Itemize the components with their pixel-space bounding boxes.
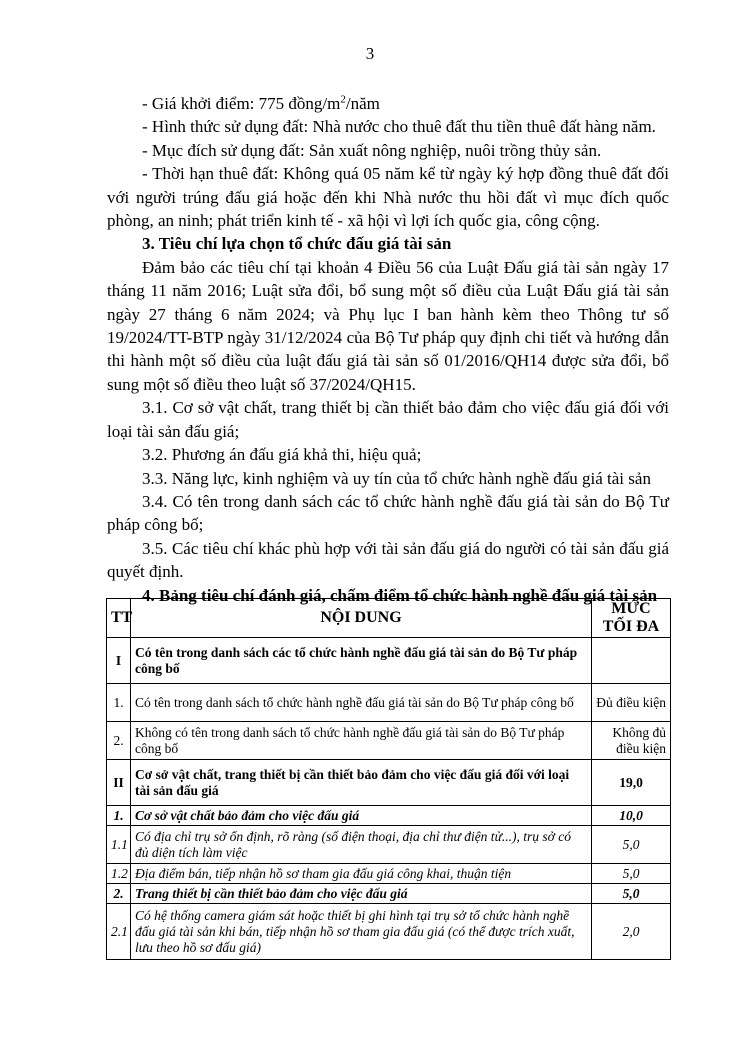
table-row [107,904,671,960]
table-row [107,806,671,826]
criterion-3-5: 3.5. Các tiêu chí khác phù hợp với tài sản đấu giá do người có tài sản đấu giá quyết định. [107,538,669,582]
row-score: 5,0 [592,864,671,884]
row-content: Có hệ thống camera giám sát hoặc thiết bị ghi hình tại trụ sở tổ chức hành nghề đấu giá tài sản khi bán, tiếp nhận hồ sơ tham gia đấu giá (có thể được trích xuất, lưu theo hồ sơ đấu giá) [131,904,592,960]
scoring-criteria-table [106,598,671,960]
row-tt: 2. [107,722,131,760]
paragraph-starting-price [107,92,669,115]
criterion-3-4: 3.4. Có tên trong danh sách các tổ chức hành nghề đấu giá tài sản do Bộ Tư pháp công bố; [107,491,669,535]
paragraph-legal-basis: Đảm bảo các tiêu chí tại khoản 4 Điều 56 của Luật Đấu giá tài sản ngày 17 tháng 11 năm 2016; Luật sửa đổi, bổ sung một số điều của Luật Đấu giá tài sản ngày 27 tháng 6 năm 2024; và Phụ lục I ban hành kèm theo Thông tư số 19/2024/TT-BTP ngày 31/12/2024 của Bộ Tư pháp quy định chi tiết và hướng dẫn thi hành một số điều của luật đấu giá tài sản số 01/2016/QH14 được sửa đổi, bổ sung một số điều theo luật số 37/2024/QH15. [107,257,669,394]
criterion-3-1: 3.1. Cơ sở vật chất, trang thiết bị cần thiết bảo đảm cho việc đấu giá đối với loại tài sản đấu giá; [107,398,669,441]
row-tt: 1.2 [107,864,131,884]
header-max-line-1: MỨC [611,600,651,617]
row-score [592,638,671,684]
row-score: 19,0 [592,760,671,806]
row-content: Có tên trong danh sách tổ chức hành nghề đấu giá tài sản do Bộ Tư pháp công bố [131,684,592,722]
price-unit-superscript: 2 [340,93,346,106]
section-heading-4: 4. Bảng tiêu chí đánh giá, chấm điểm tổ chức hành nghề đấu giá tài sản [142,585,658,605]
row-content: Cơ sở vật chất, trang thiết bị cần thiết bảo đảm cho việc đấu giá đối với loại tài sản đấu giá [131,760,592,806]
table-header-row [107,599,671,638]
page-number: 3 [365,44,375,63]
row-score: 5,0 [592,826,671,864]
header-max-line-2: TỐI ĐA [602,618,660,635]
row-content: Cơ sở vật chất bảo đảm cho việc đấu giá [131,806,592,826]
row-score: 2,0 [592,904,671,960]
header-max-score [592,599,671,638]
row-score: 5,0 [592,884,671,904]
row-score: Đủ điều kiện [592,684,671,722]
starting-price-text: - Giá khởi điểm: 775 đồng/m [142,94,341,113]
row-score: 10,0 [592,806,671,826]
row-score: Không đủ điều kiện [592,722,671,760]
table-row [107,826,671,864]
criterion-3-2: 3.2. Phương án đấu giá khả thi, hiệu quả; [142,445,422,465]
table-row [107,638,671,684]
row-tt: II [107,760,131,806]
table-row [107,760,671,806]
table-row [107,884,671,904]
row-content: Địa điểm bán, tiếp nhận hồ sơ tham gia đấu giá công khai, thuận tiện [131,864,592,884]
header-tt: TT [107,599,131,638]
row-tt: 2.1 [107,904,131,960]
section-heading-3: 3. Tiêu chí lựa chọn tổ chức đấu giá tài sản [142,234,452,254]
paragraph-land-use-purpose: - Mục đích sử dụng đất: Sản xuất nông nghiệp, nuôi trồng thủy sản. [142,140,602,160]
row-content: Trang thiết bị cần thiết bảo đảm cho việc đấu giá [131,884,592,904]
paragraph-lease-term: - Thời hạn thuê đất: Không quá 05 năm kể từ ngày ký hợp đồng thuê đất đối với người trúng đấu giá hoặc đến khi Nhà nước thu hồi đất vì mục đích quốc phòng, an ninh; phát triển kinh tế - xã hội vì lợi ích quốc gia, công cộng. [107,164,669,231]
row-tt: 1. [107,806,131,826]
row-content: Không có tên trong danh sách tổ chức hành nghề đấu giá tài sản do Bộ Tư pháp công bố [131,722,592,760]
row-tt: 1.1 [107,826,131,864]
table-row [107,864,671,884]
row-content: Có địa chỉ trụ sở ổn định, rõ ràng (số điện thoại, địa chỉ thư điện tử...), trụ sở có đủ diện tích làm việc [131,826,592,864]
table-row [107,684,671,722]
header-content: NỘI DUNG [131,599,592,638]
starting-price-tail: /năm [345,94,380,113]
paragraph-land-use-form: - Hình thức sử dụng đất: Nhà nước cho thuê đất thu tiền thuê đất hàng năm. [142,117,656,137]
row-tt: 1. [107,684,131,722]
row-content: Có tên trong danh sách các tổ chức hành nghề đấu giá tài sản do Bộ Tư pháp công bố [131,638,592,684]
document-body [107,92,669,607]
row-tt: 2. [107,884,131,904]
table-row [107,722,671,760]
row-tt: I [107,638,131,684]
criterion-3-3: 3.3. Năng lực, kinh nghiệm và uy tín của tổ chức hành nghề đấu giá tài sản [142,468,651,488]
